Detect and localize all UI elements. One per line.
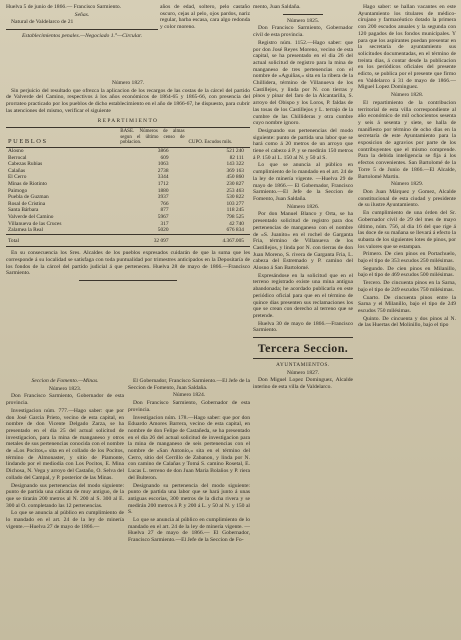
table-row — [6, 221, 250, 228]
article-paragraph: Lo que se anuncia al público en cumplimiento de lo mandado en el art. 24 de la ley de minería vigente. —Huelva 29 de mayo de 1866.— El Gobernador, Francisco Sarmiento.—El Jefe de la Seccion de Fomento, Juan Saldaña. — [253, 162, 353, 202]
table-row — [6, 188, 250, 195]
table-row — [6, 168, 250, 175]
article-paragraph: Número 1826. — [286, 203, 320, 210]
divider — [253, 358, 353, 359]
column-1-lower — [6, 378, 124, 531]
article-paragraph: Designando sus pertenencias del modo siguiente: punto de partida una labor que se hará como á 20 metros de un arroyo que tiene el cabezo á P. y se medirán 150 metros á P. 150 al L. 150 al N. y 50 al S. — [253, 127, 353, 161]
cupo-cell: 450 860 — [226, 174, 244, 181]
pueblo-cell: Cabezas Rubias — [8, 161, 43, 168]
pueblo-cell: El Cerro — [8, 174, 27, 181]
article-paragraph: Número 1829. — [390, 181, 424, 188]
header-pueblos: PUEBLOS — [6, 128, 118, 148]
pueblo-cell: Rosal de Cristina — [8, 200, 46, 207]
cupo-cell: 253 463 — [226, 187, 244, 194]
total-label: Total — [6, 234, 118, 244]
article-paragraph: Número 1828. — [390, 92, 424, 99]
base-cell: 3937 — [157, 194, 169, 201]
article-paragraph: Hago saber: se hallan vacantes en este Ayuntamiento los titulares de médico-cirujano y farmacéutico dotado la primera con 200 escudos anuales y la segunda con 120 pagados de los fondos municipales. Y para que los aspirantes puedan presentar en la secretaría de ayuntamiento sus solicitudes documentadas, en el término de treinta dias, á contar desde la publicacion en los periódicos oficiales del presente edicto, se publica por el presente que firmo en Valdelarco á 31 de mayo de 1866.—Miguel Lopez Dominguez. — [358, 4, 456, 91]
table-row — [6, 207, 250, 214]
divider — [6, 29, 158, 30]
column-3-body — [253, 18, 353, 334]
article-paragraph: Por don Manuel Blanco y Orta, se ha presentado solicitud de registro para dos pertenencias de manganeso con el nombre de «S. Juanito» en el rochel de Garganta Fria, término de Villanueva de los Castillejos, y linda por N. con tierras de don Juan Moreno, S. rivera de Garganta Fria, L. cabeza del Estremado y P. camino del Alosno á San Bartolomé. — [253, 211, 353, 272]
column-2-lower — [128, 378, 250, 545]
article-paragraph: Seccion de Fomento.—Minas. — [31, 378, 99, 384]
pueblo-cell: Berrocal — [8, 154, 27, 161]
total-cupo: 4.367.005 — [187, 234, 250, 244]
article-paragraph: Número 1825. — [286, 17, 320, 24]
cupo-cell: 143 322 — [226, 161, 244, 168]
article-paragraph: Designando sus pertenencias del modo siguiente: punto de partida una calicata de muy antiguo, de la que se tirarán 200 metros al N. 200 al S. 300 al E. 300 al O. completando las 12 pertenencias. — [6, 482, 124, 509]
article-paragraph: Quinto. De cincuenta y dos pinos al N. de las Huertas del Molinillo, bajo el tipo — [358, 315, 456, 329]
table-row — [6, 214, 250, 221]
cupo-cell: 676 834 — [226, 227, 244, 234]
signature-line: mento, Juan Saldaña. — [253, 4, 301, 10]
article-paragraph: Don Miguel Lopez Dominguez, Alcalde interino de esta villa de Valdelarco. — [253, 377, 353, 391]
notice-number: Número 1827. — [111, 80, 145, 86]
base-cell: 5967 — [157, 213, 169, 220]
article-paragraph: Número 1827. — [286, 369, 320, 376]
column-3-end — [253, 370, 353, 391]
section-heading: Establecimientos penales.—Negociado 1.°—Circular. — [22, 33, 142, 40]
base-cell: 2738 — [157, 167, 169, 174]
signature-line: Huelva 5 de junio de 1866.— Francisco Sarmiento. — [6, 4, 122, 10]
repartimiento-title: REPARTIMIENTO — [97, 117, 159, 124]
article-paragraph: Expresándose en la solicitud que en el terreno registrado existe una mina antigua abandonada; he acordado publicarla en este periódico oficial para que en el término de quince dias presenten sus reclamaciones los que se crean con derecho al terreno que se pretende. — [253, 272, 353, 319]
cupo-cell: 798 525 — [226, 213, 244, 220]
column-2-top — [160, 4, 250, 32]
base-cell: 3866 — [157, 148, 169, 154]
table-body — [6, 148, 250, 235]
total-row — [6, 234, 250, 244]
base-cell: 3344 — [157, 174, 169, 181]
column-4 — [358, 4, 456, 330]
article-paragraph: Número 1824. — [172, 392, 206, 399]
cupo-cell: 118 245 — [226, 207, 244, 214]
article-paragraph: El Gobernador, Francisco Sarmiento.—El Jefe de la Seccion de Fomento, Juan Saldaña. — [128, 378, 250, 391]
cupo-cell: 82 111 — [229, 154, 244, 161]
divider — [253, 337, 353, 338]
article-paragraph: Investigacion núm. 178.—Hago saber: que por don Eduardo Amores Barrera, vecino de esta capital, en nombre de don Felipe de Castañeda, se ha presentado en el dia 26 del actual solicitud de investigacion para la mina de manganeso de seis pertenencias con el nombre de «San Antonio,» sita en el término del Cerro, sitio del Cerrillo de Zabanon, y linda por N. con camino de Calañas y Tomá S. camino Rosetal, E. Lucas L. terreno de don Juan Maria Bolaños y P. riera del Bulteron. — [128, 414, 250, 481]
divider — [6, 246, 250, 247]
article-paragraph: Investigacion núm. 777.—Hago saber: que por don José Garcia Prieto, vecino de esta capital, en nombre de don Vicente Delgado Zarza, se ha presentado en el dia 25 del actual solicitud de investigacion, para la mina de manganeso y otros metales de sus pertenencias conocida con el nombre de «Los Pocitos,» sita en el collado de los Pocitos, término de Almonaster, y sitio de Piamonte, lindando por el mediodía con Los Pocitos, E. Mina Dichosa, N. Vega y arroyo del Castaño, O. Selva del collado del Campal, y P. posterior de las Minas. — [6, 407, 124, 481]
base-cell: 877 — [160, 207, 169, 214]
cupo-cell: 530 822 — [226, 194, 244, 201]
header-base: BASE. Números de almas segun el último censo de poblacion. — [118, 128, 186, 148]
notice-body: Sin perjuicio del resultado que ofrezca la aplicacion de los recargos de las costas de la cárcel del partido de Valverde del Camino, respectivos á los años económicos de 1864-65 y 1865-66, con presencia del prorrateo practicado por los pueblos de dicho establecimiento en el año de 1866-67, he dispuesto, para cubrir las atenciones del mismo, verificar el siguiente — [6, 87, 250, 114]
pueblo-cell: Valverde del Camino — [8, 213, 54, 220]
article-paragraph: El repartimiento de la contribucion territorial de esta villa correspondiente al año económico de mil ochocientos sesenta y seis á sesenta y siete, se halla de manifiesto por término de ocho dias en la secretaría de este Ayuntamiento para la exposicion de agravios por parte de los contribuyentes que el mismo comprende. Para la debida inteligencia se fija á los efectos convenientes. San Bartolomé de la Torre 5 de Junio de 1866.—El Alcalde, Bartolomé Martin. — [358, 99, 456, 180]
article-paragraph: Don Francisco Sarmiento, Gobernador de esta provincia. — [6, 393, 124, 407]
notice-closing: En su consecuencia los Sres. Alcaldes de los pueblos expresados cuidarán de que la suma que les corresponde á su localidad se satisfaga con toda puntualidad por trimestres anticipados en la Depositaría de los fondos de la cárcel del partido judicial á que pertenecen. Huelva 28 de mayo de 1866.—Francisco Sarmiento. — [6, 250, 250, 277]
header-cupo: CUPO. Escudos mils. — [187, 128, 250, 148]
senas-heading: Señas. — [74, 11, 90, 18]
pueblo-cell: Villanueva de las Cruces — [8, 220, 62, 227]
pueblo-cell: Minas de Riotinto — [8, 180, 47, 187]
description-text: años de edad, soltero, pelo castaño oscuro, cejas al pelo, ojos pardos, nariz regular, barba escasa, cara algo redonda y color moreno. — [160, 4, 250, 31]
repartimiento-table — [6, 127, 250, 244]
base-cell: 317 — [160, 220, 169, 227]
article-paragraph: Don Francisco Sarmiento, Gobernador civil de esta provincia. — [253, 25, 353, 39]
pueblo-cell: Santa Bárbara — [8, 207, 39, 214]
article-paragraph: Huelva 30 de mayo de 1866.—Francisco Sarmiento. — [253, 320, 353, 334]
article-paragraph: Designando su pertenencia del modo siguiente: punto de partida una labor que se hará junto á unas antiguas escorias, 300 metros de la dicha rivera y se medirán 200 metros á P. y 200 á L. y 50 al N. y 150 al S. — [128, 482, 250, 516]
article-paragraph: Segundo. De cien pinos en Milanillo, bajo el tipo de 469 escudos 500 milésimas. — [358, 265, 456, 279]
cupo-cell: 42 740 — [229, 220, 244, 227]
pueblo-cell: Paimogo — [8, 187, 28, 194]
cupo-cell: 103 277 — [226, 200, 244, 207]
table-row — [6, 227, 250, 234]
article-paragraph: Número 1823. — [48, 385, 82, 392]
article-paragraph: Don Francisco Sarmiento, Gobernador de esta provincia. — [128, 400, 250, 413]
article-paragraph: En cumplimiento de una órden del Sr. Gobernador civil de 29 del mes de mayo último, núm. 756, al dia 16 del que rige á las doce de su mañana se llevará á efecto la subasta de los siguientes lotes de pinos, por los valores que se estampan. — [358, 210, 456, 250]
pueblo-cell: Zalamea la Real — [8, 227, 44, 234]
short-divider — [283, 14, 323, 15]
subsection-heading: AYUNTAMIENTOS. — [276, 362, 330, 369]
base-cell: 1712 — [157, 180, 169, 187]
article-paragraph: Registro núm. 1152.—Hago saber: que por don José Reyes Moreno, vecino de esta capital, se ha presentado en el dia 26 del actual solicitud de registro para la mina de manganeso de tres pertenencias con el nombre de «Aguiñas,» sita en la ribera de la Chillidera, término de Villanueva de los Castillejos, y linda por N. con tierras y pinos y pinar del faro de la Alcantarilla, S. arroyo del Obispo y los Loros, P. faldas de las tosas de los Castillejos y L. terrajo de la cumbre de las Chillideras y otra cumbre cuyo nombre ignoro. — [253, 39, 353, 127]
table-row — [6, 194, 250, 201]
base-cell: 5020 — [157, 227, 169, 234]
base-cell: 609 — [160, 154, 169, 161]
article-paragraph: Primero. De cien pinos en Portachuelo, bajo el tipo de 353 escudos 250 milésimas. — [358, 251, 456, 265]
description-line: Natural de Valdelarco de 21 — [11, 19, 74, 26]
table-row — [6, 155, 250, 162]
column-3 — [253, 4, 353, 392]
repartimiento-block — [6, 80, 250, 284]
cupo-cell: 230 827 — [226, 180, 244, 187]
article-paragraph: Lo que se anuncia al público en cumplimiento de lo mandado en el art. 24 de la ley de minería vigente.—Huelva 27 de mayo de 1866.— — [6, 510, 124, 530]
short-divider — [79, 280, 177, 281]
cupo-cell: 369 163 — [226, 167, 244, 174]
cupo-cell: 521 240 — [226, 148, 244, 154]
table-row — [6, 181, 250, 188]
base-cell: 1880 — [157, 187, 169, 194]
table-row — [6, 174, 250, 181]
total-base: 32 097 — [118, 234, 186, 244]
base-cell: 1063 — [157, 161, 169, 168]
column-1-top — [6, 4, 158, 41]
article-paragraph: Don Juan Márquez y Gomez, Alcalde constitucional de esta ciudad y presidente de su ilustre Ayuntamiento. — [358, 188, 456, 209]
base-cell: 766 — [160, 200, 169, 207]
article-paragraph: Cuarto. De cincuenta pinos entre la Sarna y el Milanillo, bajo el tipo de 249 escudos 750 milésimas. — [358, 294, 456, 314]
table-row — [6, 161, 250, 168]
article-paragraph: Lo que se anuncia al público en cumplimiento de lo mandado en el art. 24 de la ley de minería vigente. —Huelva 27 de mayo de 1866.— El Gobernador, Francisco Sarmiento.—El Jefe de la Seccion de Fo- — [128, 517, 250, 544]
section-title: Tercera Seccion. — [257, 341, 349, 356]
pueblo-cell: Puebla de Guzman — [8, 194, 49, 201]
table-row — [6, 201, 250, 208]
table-row — [6, 148, 250, 155]
pueblo-cell: Calañas — [8, 167, 26, 174]
pueblo-cell: Alosno — [8, 148, 24, 154]
article-paragraph: Tercero. De cincuenta pinos en la Sarna, bajo el tipo de 249 escudos 750 milésimas. — [358, 280, 456, 293]
